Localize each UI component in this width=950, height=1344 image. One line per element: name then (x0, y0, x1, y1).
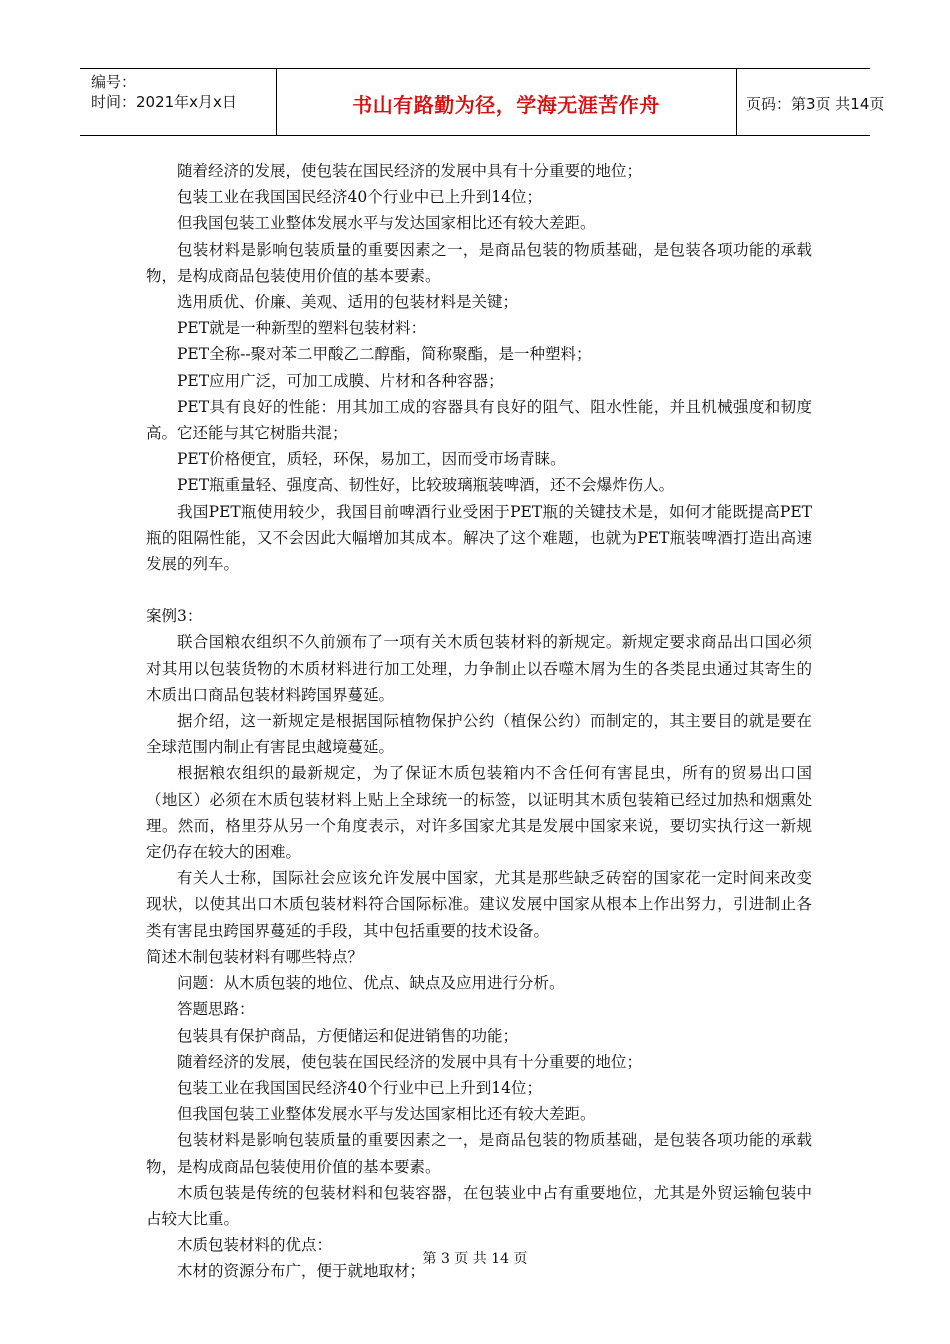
answer-paragraph: 木质包装是传统的包装材料和包装容器，在包装业中占有重要地位，尤其是外贸运输包装中占较大比重。 (146, 1183, 812, 1228)
question: 简述木制包装材料有哪些特点？ (146, 947, 364, 966)
answer-paragraph: 木质包装材料的优点： (177, 1236, 333, 1255)
paragraph: 选用质优、价廉、美观、适用的包装材料是关键； (177, 293, 519, 312)
date-label: 时间：2021年x月x日 (91, 93, 237, 111)
paragraph: 但我国包装工业整体发展水平与发达国家相比还有较大差距。 (177, 214, 596, 233)
case-paragraph: 根据粮农组织的最新规定，为了保证木质包装箱内不含任何有害昆虫，所有的贸易出口国（地区）必须在木质包装材料上贴上全球统一的标签，以证明其木质包装箱已经过加热和烟熏处理。然而，格里芬从另一个角度表示，对许多国家尤其是发展中国家来说，要切实执行这一新规定仍存在较大的困难。 (146, 764, 812, 862)
case-paragraph: 据介绍，这一新规定是根据国际植物保护公约（植保公约）而制定的，其主要目的就是要在全球范围内制止有害昆虫越境蔓延。 (146, 712, 812, 757)
motto: 书山有路勤为径，学海无涯苦作舟 (352, 93, 660, 117)
header-meta-cell (80, 69, 277, 135)
answer-paragraph: 答题思路： (177, 1000, 255, 1019)
case-title: 案例3： (146, 607, 203, 626)
answer-paragraph: 但我国包装工业整体发展水平与发达国家相比还有较大差距。 (177, 1105, 596, 1124)
paragraph: PET应用广泛，可加工成膜、片材和各种容器； (177, 371, 504, 390)
paragraph: 我国PET瓶使用较少，我国目前啤酒行业受困于PET瓶的关键技术是，如何才能既提高PET瓶的阻隔性能，又不会因此大幅增加其成本。解决了这个难题，也就为PET瓶装啤酒打造出高速发展的列车。 (146, 502, 812, 574)
answer-paragraph: 随着经济的发展，使包装在国民经济的发展中具有十分重要的地位； (177, 1052, 643, 1071)
case-paragraph: 有关人士称，国际社会应该允许发展中国家，尤其是那些缺乏砖窑的国家花一定时间来改变现状，以使其出口木质包装材料符合国际标准。建议发展中国家从根本上作出努力，引进制止各类有害昆虫跨国界蔓延的手段，其中包括重要的技术设备。 (146, 869, 812, 940)
paragraph: 包装工业在我国国民经济40个行业中已上升到14位； (177, 188, 542, 207)
document-body (146, 158, 812, 1285)
case-paragraph: 联合国粮农组织不久前颁布了一项有关木质包装材料的新规定。新规定要求商品出口国必须对其用以包装货物的木质材料进行加工处理，力争制止以吞噬木屑为生的各类昆虫通过其寄生的木质出口商品包装材料跨国界蔓延。 (146, 633, 812, 704)
paragraph: PET具有良好的性能：用其加工成的容器具有良好的阻气、阻水性能，并且机械强度和韧度高。它还能与其它树脂共混； (146, 397, 812, 443)
answer-paragraph: 包装具有保护商品，方便储运和促进销售的功能； (177, 1026, 519, 1045)
answer-paragraph: 包装材料是影响包装质量的重要因素之一，是商品包装的物质基础，是包装各项功能的承载物，是构成商品包装使用价值的基本要素。 (146, 1131, 812, 1176)
paragraph: 随着经济的发展，使包装在国民经济的发展中具有十分重要的地位； (177, 162, 643, 180)
paragraph: 包装材料是影响包装质量的重要因素之一，是商品包装的物质基础，是包装各项功能的承载物，是构成商品包装使用价值的基本要素。 (146, 240, 812, 285)
answer-paragraph: 问题：从木质包装的地位、优点、缺点及应用进行分析。 (177, 974, 565, 993)
header-page-cell (736, 69, 885, 135)
number-label: 编号： (91, 73, 137, 91)
spacer (146, 577, 812, 603)
page-footer: 第 3 页 共 14 页 (422, 1251, 528, 1267)
paragraph: PET价格便宜，质轻，环保，易加工，因而受市场青睐。 (177, 450, 566, 469)
paragraph: PET全称--聚对苯二甲酸乙二醇酯，简称聚酯，是一种塑料； (177, 345, 592, 364)
answer-paragraph: 木材的资源分布广，便于就地取材； (177, 1262, 426, 1281)
header-motto-cell (276, 69, 737, 135)
paragraph: PET瓶重量轻、强度高、韧性好，比较玻璃瓶装啤酒，还不会爆炸伤人。 (177, 476, 675, 495)
answer-paragraph: 包装工业在我国国民经济40个行业中已上升到14位； (177, 1078, 542, 1097)
paragraph: PET就是一种新型的塑料包装材料： (177, 319, 427, 338)
page-info: 页码：第3页 共14页 (746, 95, 885, 113)
page-header (80, 68, 885, 136)
